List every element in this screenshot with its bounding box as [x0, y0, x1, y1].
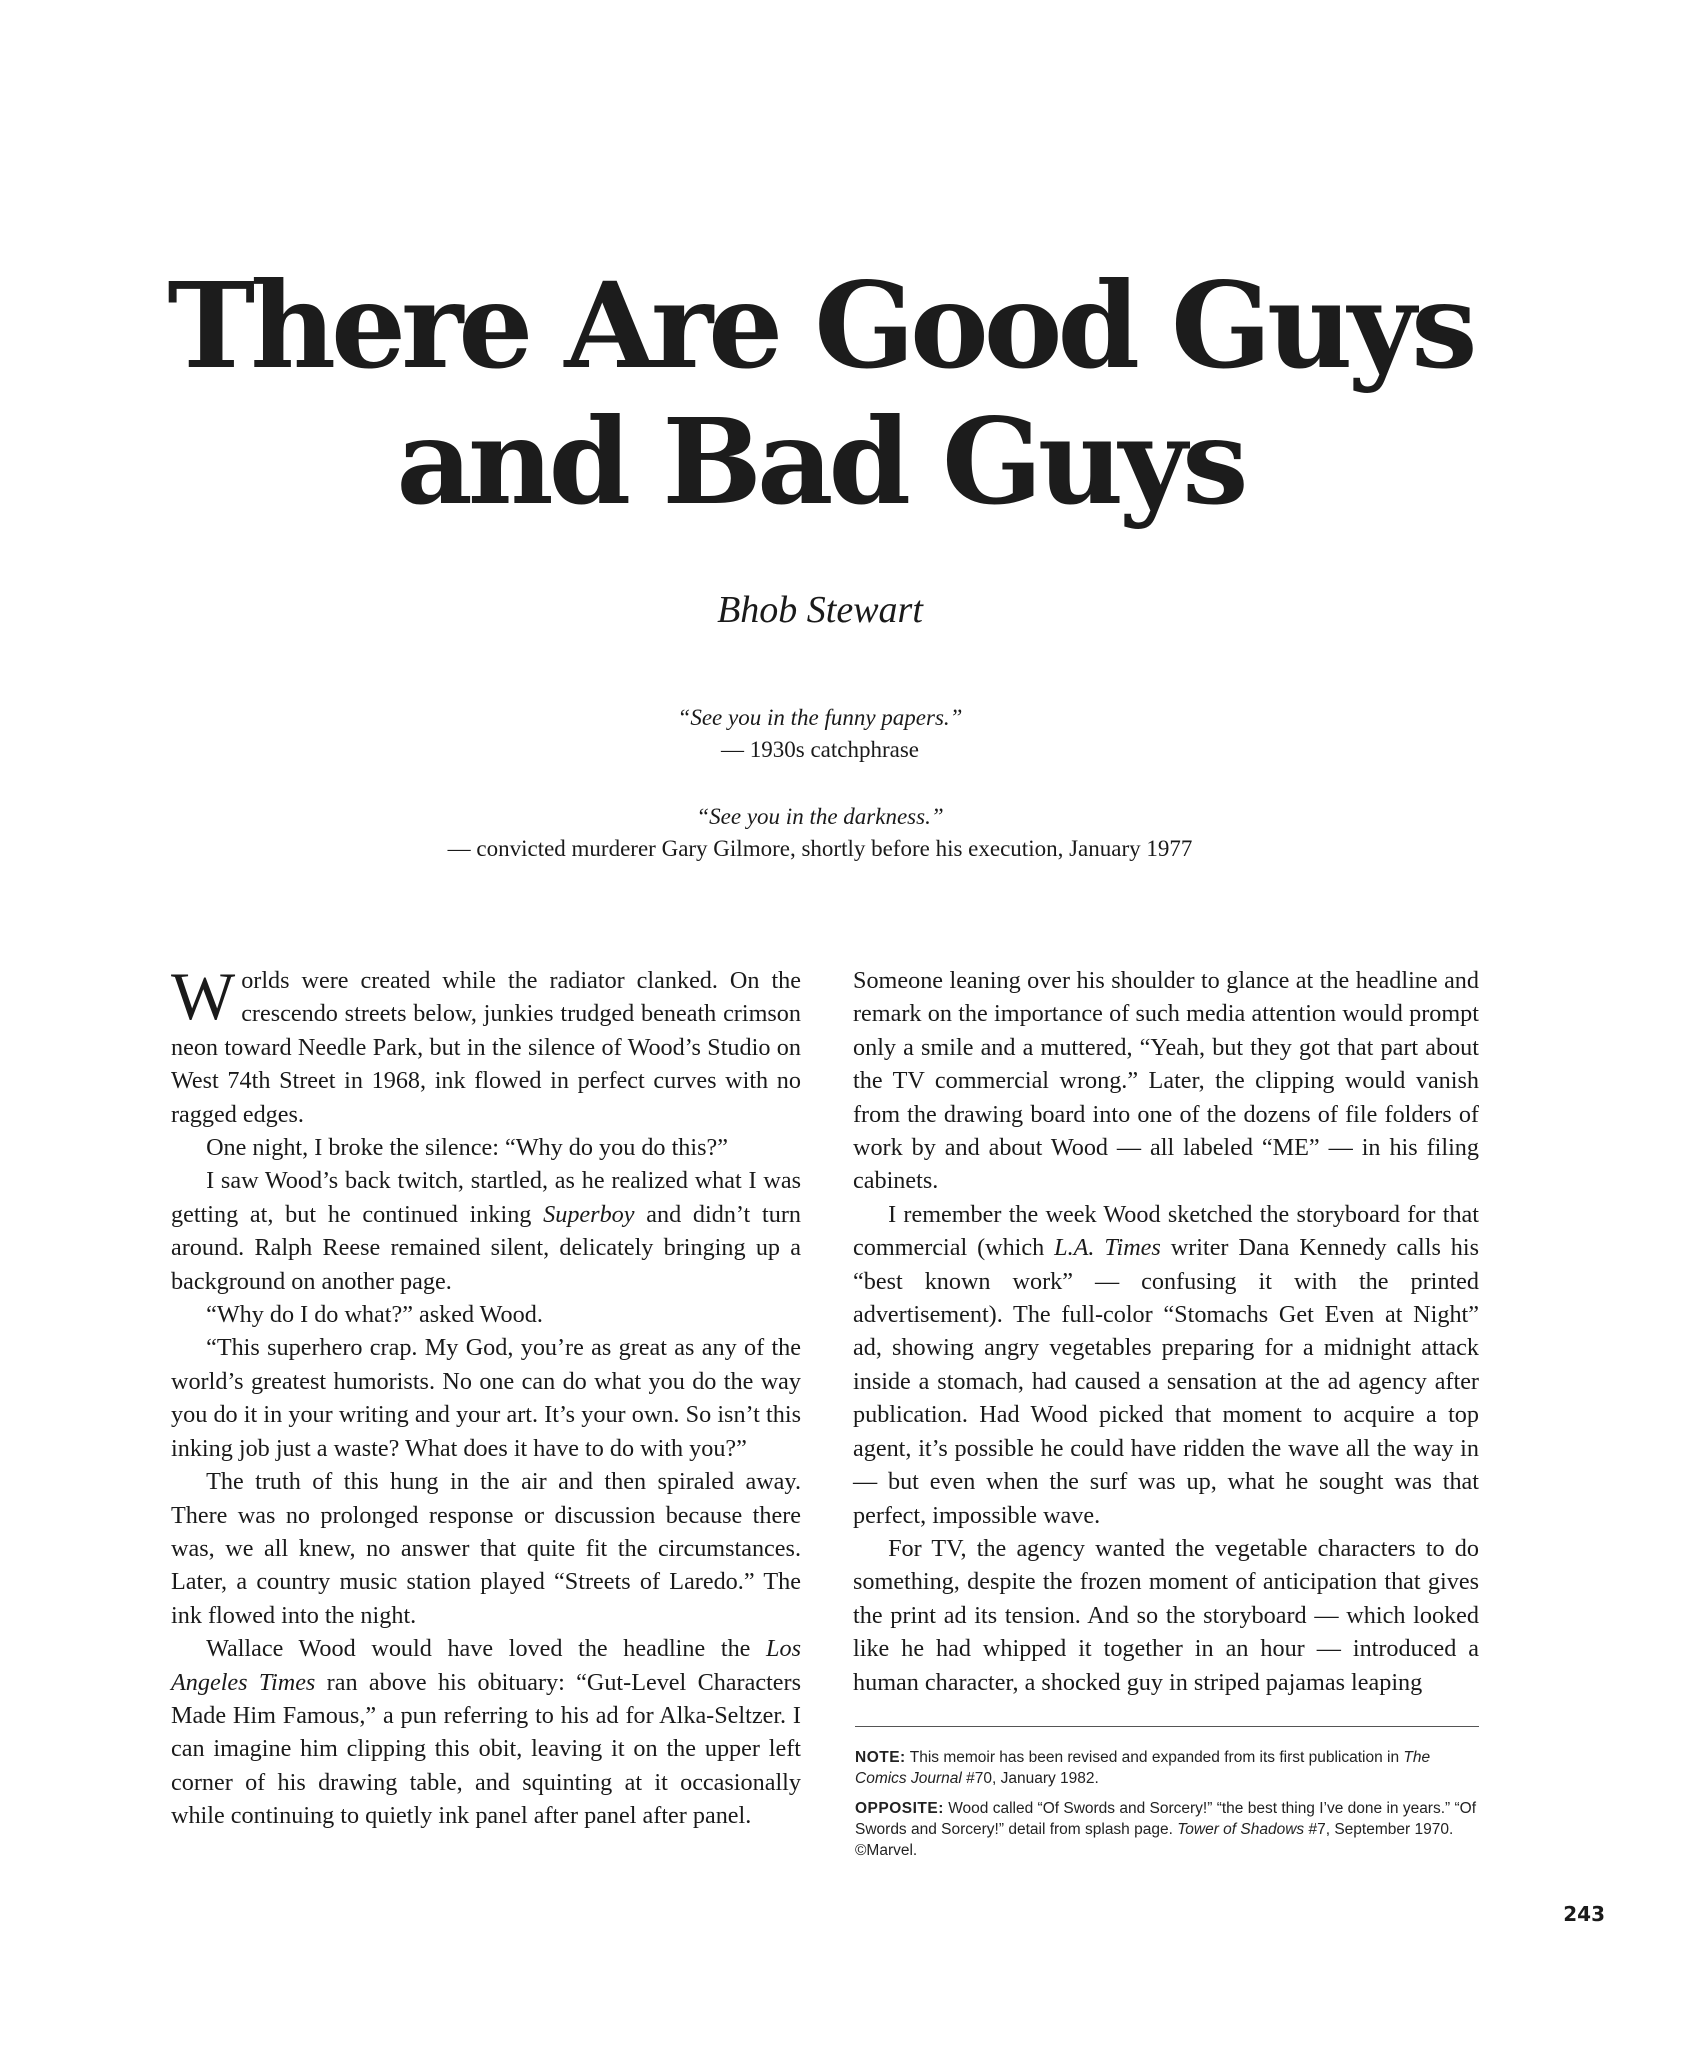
title-line-2: and Bad Guys [396, 392, 1244, 531]
epigraph-1 [0, 702, 1640, 766]
epigraph-quote: “See you in the darkness.” [696, 804, 944, 829]
epigraph-attribution: — convicted murderer Gary Gilmore, shortly before his execution, January 1977 [447, 836, 1193, 861]
epigraph-2 [0, 801, 1640, 865]
paragraph: Wallace Wood would have loved the headline the Los Angeles Times ran above his obituary: “Gut-Level Characters Made Him Famous,” a pun referring to his ad for Alka-Seltzer. I can imagine him clipping this obit, leaving it on the upper left corner of his drawing table, and squinting at it occasionally while continuing to quietly ink panel after panel after panel. [171, 1635, 801, 1830]
paragraph: “Why do I do what?” asked Wood. [206, 1301, 543, 1329]
paragraph: For TV, the agency wanted the vegetable characters to do something, despite the frozen moment of anticipation that gives the print ad its tension. And so the storyboard — which looked like he had whipped it together in an hour — introduced a human character, a shocked guy in striped pajamas leaping [853, 1534, 1479, 1696]
note: NOTE: This memoir has been revised and expanded from its first publication in The Comics Journal #70, January 1982. [855, 1749, 1431, 1787]
paragraph: Someone leaning over his shoulder to glance at the headline and remark on the importance of such media attention would prompt only a smile and a muttered, “Yeah, but they got that part about the TV commercial wrong.” Later, the clipping would vanish from the drawing board into one of the dozens of file folders of work by and about Wood — all labeled “ME” — in his filing cabinets. [853, 967, 1479, 1195]
paragraph: I saw Wood’s back twitch, startled, as he realized what I was getting at, but he continued inking Superboy and didn’t turn around. Ralph Reese remained silent, delicately bringing up a background on another page. [171, 1167, 801, 1295]
article-title [0, 258, 1640, 530]
body-column-right [853, 964, 1479, 1699]
paragraph: “This superhero crap. My God, you’re as great as any of the world’s greatest humorists. No one can do what you do the way you do it in your writing and your art. It’s your own. So isn’t this inking job just a waste? What does it have to do with you?” [171, 1334, 801, 1462]
paragraph: I remember the week Wood sketched the storyboard for that commercial (which L.A. Times writer Dana Kennedy calls his “best known work” — confusing it with the printed advertisement). The full-color “Stomachs Get Even at Night” ad, showing angry vegetables preparing for a midnight attack inside a stomach, had caused a sensation at the ad agency after publication. Had Wood picked that moment to acquire a top agent, it’s possible he could have ridden the wave all the way in — but even when the surf was up, what he sought was that perfect, impossible wave. [853, 1200, 1479, 1529]
footnote-divider [855, 1726, 1479, 1727]
paragraph: The truth of this hung in the air and then spiraled away. There was no prolonged response or discussion because there was, we all knew, no answer that quite fit the circumstances. Later, a country music station played “Streets of Laredo.” The ink flowed into the night. [171, 1468, 801, 1629]
drop-cap: W [171, 958, 236, 1034]
epigraph-attribution: — 1930s catchphrase [721, 737, 919, 762]
title-line-1: There Are Good Guys [167, 256, 1473, 395]
footnotes [855, 1747, 1479, 1870]
body-column-left [171, 958, 801, 1833]
author-byline: Bhob Stewart [717, 589, 923, 631]
page-number: 243 [1563, 1902, 1605, 1926]
epigraph-quote: “See you in the funny papers.” [677, 705, 963, 730]
opposite-caption: OPPOSITE: Wood called “Of Swords and Sorcery!” “the best thing I’ve done in years.” “Of Swords and Sorcery!” detail from splash page. Tower of Shadows #7, September 1970. ©Marvel. [855, 1800, 1477, 1859]
paragraph: One night, I broke the silence: “Why do you do this?” [206, 1134, 728, 1162]
paragraph: Worlds were created while the radiator clanked. On the crescendo streets below, junkies trudged beneath crimson neon toward Needle Park, but in the silence of Wood’s Studio on West 74th Street in 1968, ink flowed in perfect curves with no ragged edges. [171, 958, 801, 1128]
